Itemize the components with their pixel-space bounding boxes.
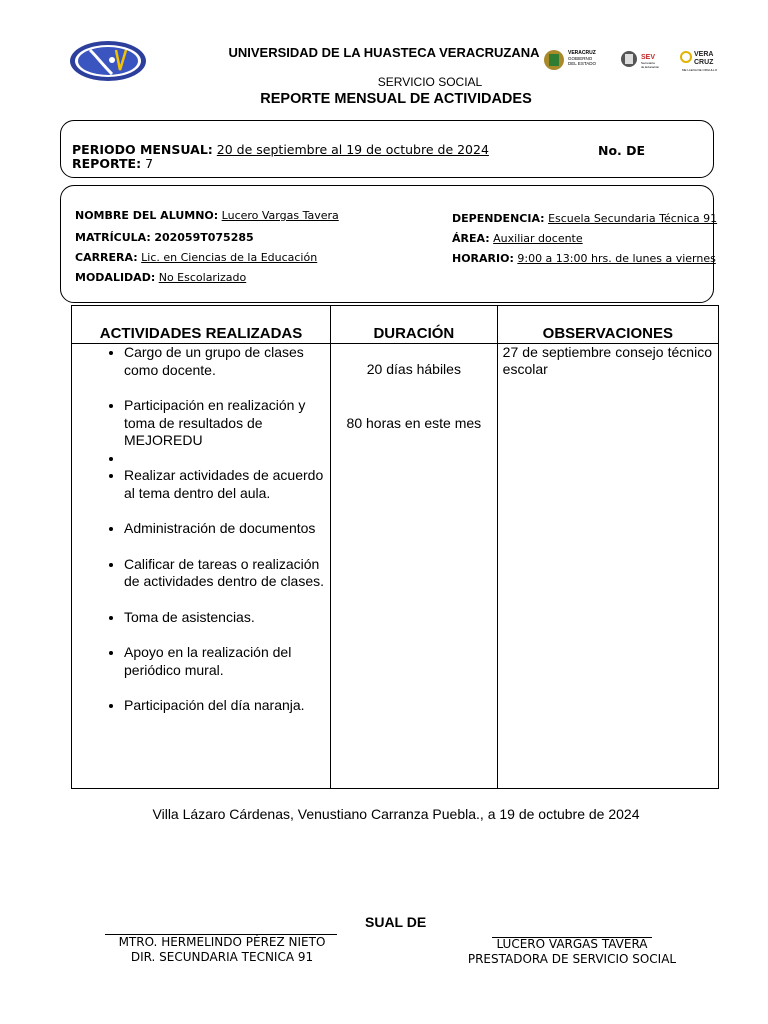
period-label: PERIODO MENSUAL: (72, 142, 213, 157)
student-name-row: NOMBRE DEL ALUMNO: Lucero Vargas Tavera (75, 209, 339, 222)
report-number-label-top: No. DE (598, 143, 646, 158)
signature-left-name: MTRO. HERMELINDO PÉREZ NIETO (118, 935, 326, 949)
signature-left-role: DIR. SECUNDARIA TECNICA 91 (130, 950, 314, 964)
service-title: SERVICIO SOCIAL (377, 75, 483, 89)
activities-table (71, 305, 719, 789)
dependencia-row: DEPENDENCIA: Escuela Secundaria Técnica 91 (452, 212, 718, 225)
list-item: • Apoyo en la realización del periódico mural. (124, 644, 330, 679)
observations-text: 27 de septiembre consejo técnico escolar (502, 344, 712, 377)
list-item (124, 450, 330, 468)
period-block (72, 143, 489, 171)
student-name: Lucero Vargas Tavera (221, 209, 339, 222)
student-modalidad-row: MODALIDAD: No Escolarizado (75, 271, 247, 284)
svg-text:de Educación: de Educación (641, 65, 660, 69)
svg-text:Secretaría: Secretaría (641, 61, 655, 65)
list-item: • Participación en realización y toma de resultados de MEJOREDU (124, 397, 330, 450)
list-item: • Cargo de un grupo de clases como docente. (124, 344, 330, 379)
university-name: UNIVERSIDAD DE LA HUASTECA VERACRUZANA (228, 45, 540, 60)
header-activities: ACTIVIDADES REALIZADAS (72, 306, 331, 344)
report-number-label: REPORTE: (72, 156, 142, 171)
dependencia-value: Escuela Secundaria Técnica 91 (548, 212, 718, 225)
signature-right (452, 937, 692, 967)
area-value: Auxiliar docente (493, 232, 583, 245)
student-carrera: Lic. en Ciencias de la Educación (141, 251, 318, 264)
svg-text:CRUZ: CRUZ (694, 59, 714, 66)
list-item: • Realizar actividades de acuerdo al tema dentro del aula. (124, 467, 330, 502)
duration-cell (331, 344, 498, 789)
student-carrera-row: CARRERA: Lic. en Ciencias de la Educación (75, 251, 318, 264)
list-item: • Administración de documentos (124, 520, 330, 538)
student-matricula-row: MATRÍCULA: 202059T075285 (75, 231, 254, 244)
list-item: • Calificar de tareas o realización de actividades dentro de clases. (124, 556, 330, 591)
duration-hours: 80 horas en este mes (346, 414, 482, 431)
svg-text:ME LLENA DE ORGULLO: ME LLENA DE ORGULLO (682, 68, 718, 72)
place-date: Villa Lázaro Cárdenas, Venustiano Carranza Puebla., a 19 de octubre de 2024 (152, 806, 640, 822)
logo-text-veracruz: VERACRUZ (568, 50, 596, 56)
signature-left (100, 935, 344, 965)
student-matricula: 202059T075285 (154, 231, 254, 244)
activities-cell (72, 344, 331, 789)
horario-value: 9:00 a 13:00 hrs. de lunes a viernes (517, 252, 716, 265)
svg-text:SEV: SEV (641, 54, 656, 61)
table-header-row (72, 306, 719, 344)
area-row: ÁREA: Auxiliar docente (452, 232, 583, 245)
table-row (72, 344, 719, 789)
period-value: 20 de septiembre al 19 de octubre de 2024 (216, 142, 489, 157)
report-title: REPORTE MENSUAL DE ACTIVIDADES (260, 91, 532, 107)
sual-text: SUAL DE (365, 914, 427, 930)
list-item: • Toma de asistencias. (124, 609, 330, 627)
header-duration: DURACIÓN (331, 306, 498, 344)
list-item: • Participación del día naranja. (124, 697, 330, 715)
signature-right-role: PRESTADORA DE SERVICIO SOCIAL (467, 952, 677, 966)
report-number-value: 7 (145, 156, 154, 171)
svg-text:DEL ESTADO: DEL ESTADO (568, 61, 597, 66)
header-observations: OBSERVACIONES (497, 306, 718, 344)
observations-cell (497, 344, 718, 789)
duration-days: 20 días hábiles (366, 361, 461, 377)
activities-list (72, 344, 330, 715)
svg-text:VERA: VERA (694, 51, 714, 58)
svg-text:GOBIERNO: GOBIERNO (568, 56, 593, 61)
horario-row: HORARIO: 9:00 a 13:00 hrs. de lunes a viernes (452, 252, 716, 265)
signature-right-name: LUCERO VARGAS TAVERA (496, 937, 648, 951)
student-modalidad: No Escolarizado (158, 271, 247, 284)
